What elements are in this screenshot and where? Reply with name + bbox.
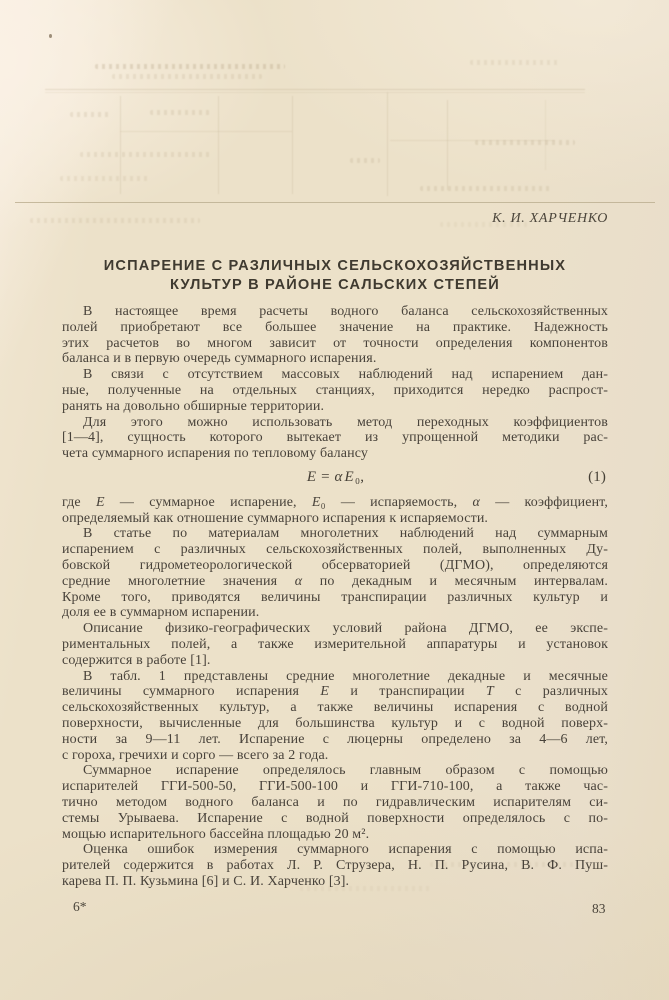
text-line: баланса и в первую очередь суммарного испарения. <box>62 351 377 367</box>
paragraph <box>62 495 608 527</box>
formula-expression: E = α E₀, <box>306 468 365 485</box>
article-title-line: ИСПАРЕНИЕ С РАЗЛИЧНЫХ СЕЛЬСКОХОЗЯЙСТВЕННЫХ <box>103 258 567 274</box>
text-line: этих расчетов во многом зависит от точности определения компонентов <box>62 335 608 351</box>
text-line: определяемый как отношение суммарного испарения к испаряемости. <box>62 510 489 526</box>
article-title-line: КУЛЬТУР В РАЙОНЕ САЛЬСКИХ СТЕПЕЙ <box>170 276 500 293</box>
signature-mark: 6* <box>73 899 87 914</box>
text-line: рителей содержится в работах Л. Р. Струзера, Н. П. Русина, В. Ф. Пуш- <box>62 858 608 874</box>
paragraph <box>62 367 608 414</box>
paragraph <box>62 621 608 668</box>
text-line: Суммарное испарение определялось главным образом с помощью <box>83 763 608 779</box>
text-line: содержится в работе [1]. <box>62 652 211 668</box>
text-line: риментальных полей, а также измерительной аппаратуры и установок <box>62 636 608 652</box>
text-line: величины суммарного испарения E и транспирации T с различных <box>62 684 608 700</box>
text-line: средние многолетние значения α по декадным и месячным интервалам. <box>62 573 609 589</box>
text-line: В статье по материалам многолетних наблюдений над суммарным <box>83 526 608 542</box>
equation-number: (1) <box>588 468 606 485</box>
text-line: ные, полученные на отдельных станциях, приходится нередко распрост- <box>62 382 608 398</box>
paragraph <box>62 669 608 764</box>
text-line: сельскохозяйственных культур, а также величины испарения с водной <box>62 700 608 716</box>
text-line: где E — суммарное испарение, E₀ — испаряемость, α — коэффициент, <box>62 494 608 510</box>
page-number: 83 <box>592 901 606 916</box>
text-line: поверхности, вычисленные для большинства культур и с водной поверх- <box>62 715 608 731</box>
text-line: Для этого можно использовать метод переходных коэффициентов <box>83 414 608 430</box>
article-title <box>62 257 608 294</box>
text-line: ранять на довольно обширные территории. <box>62 398 325 414</box>
paper-speck <box>49 34 52 38</box>
author-byline: К. И. ХАРЧЕНКО <box>492 211 608 226</box>
text-line: стемы Урываева. Испарение с водной поверхности определялось с по- <box>62 810 608 826</box>
text-line: карева П. П. Кузьмина [6] и С. И. Харченко [3]. <box>62 873 350 889</box>
text-line: доля ее в суммарном испарении. <box>62 605 260 621</box>
header-rule <box>15 202 655 203</box>
text-line: Кроме того, приводятся величины транспирации различных культур и <box>62 589 608 605</box>
text-line: тично методом водного баланса и по гидравлическим испарителям си- <box>62 794 608 810</box>
paragraph <box>62 763 608 842</box>
text-line: полей приобретают все большее значение на практике. Надежность <box>62 319 608 335</box>
paragraph <box>62 526 608 621</box>
article-body <box>62 304 608 890</box>
text-line: Оценка ошибок измерения суммарного испарения с помощью испа- <box>83 842 608 858</box>
text-line: испарителей ГГИ-500-50, ГГИ-500-100 и ГГИ-710-100, а также час- <box>62 779 608 795</box>
text-line: Описание физико-географических условий района ДГМО, ее экспе- <box>83 621 608 637</box>
text-line: [1—4], сущность которого вытекает из упрощенной методики рас- <box>62 430 608 446</box>
text-line: мощью испарительного бассейна площадью 20 м². <box>62 826 370 842</box>
text-line: чета суммарного испарения по тепловому балансу <box>62 446 368 462</box>
paragraph <box>62 842 608 889</box>
text-line: ности за 9—11 лет. Испарение с люцерны определено за 4—6 лет, <box>62 731 608 747</box>
paragraph <box>62 415 608 462</box>
text-line: В настоящее время расчеты водного баланса сельскохозяйственных <box>83 304 608 319</box>
text-line: В связи с отсутствием массовых наблюдений над испарением дан- <box>83 367 608 383</box>
text-line: испарением с различных сельскохозяйственных полей, выполненных Ду- <box>62 542 608 558</box>
text-line: бовской гидрометеорологической обсерваторией (ДГМО), определяются <box>62 557 608 573</box>
text-line: В табл. 1 представлены средние многолетние декадные и месячные <box>83 668 608 684</box>
text-line: с гороха, гречихи и сорго — всего за 2 года. <box>62 747 329 763</box>
formula-block <box>62 470 608 486</box>
paragraph <box>62 304 608 367</box>
